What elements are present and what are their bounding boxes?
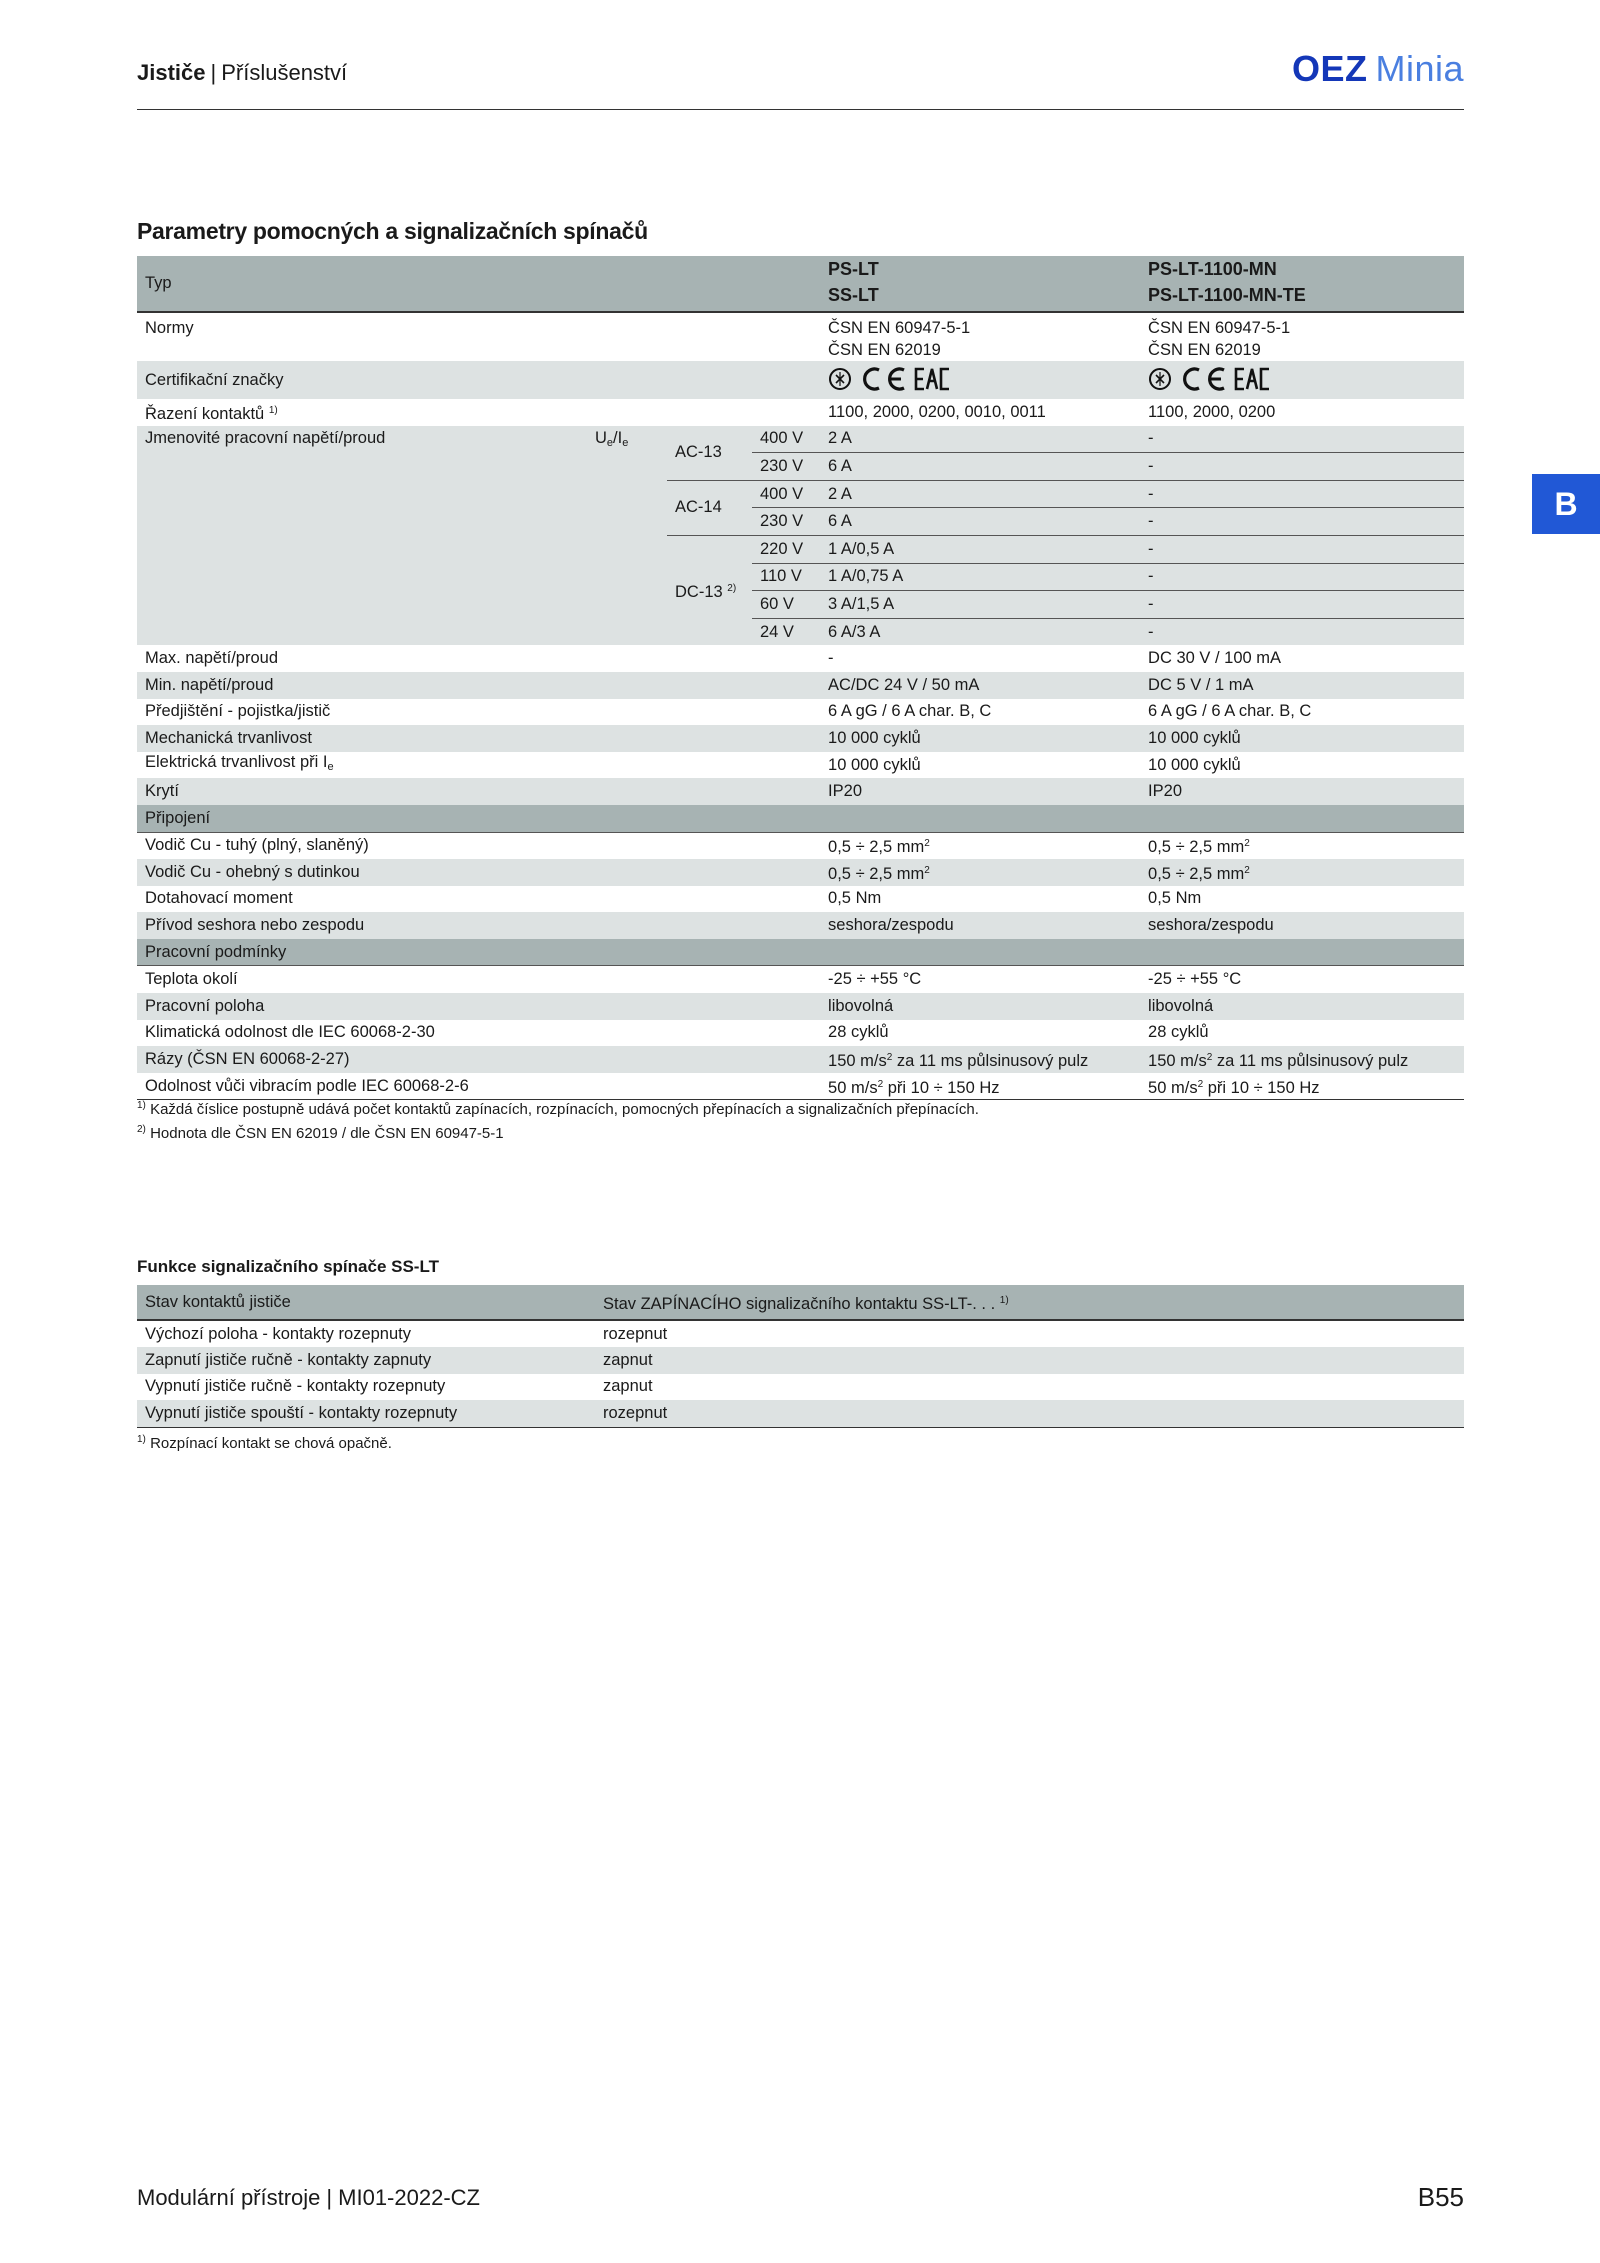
rated-p2: - bbox=[1140, 480, 1464, 508]
header-breadcrumb bbox=[137, 60, 347, 86]
voltage-cell: 230 V bbox=[752, 508, 820, 536]
table-header-row bbox=[137, 256, 1464, 312]
row-p2: libovolná bbox=[1140, 993, 1464, 1020]
function-table bbox=[137, 1285, 1464, 1428]
table-row bbox=[137, 399, 1464, 426]
cert-p2 bbox=[1140, 361, 1464, 399]
state-cell: Výchozí poloha - kontakty rozepnuty bbox=[145, 1324, 411, 1343]
table-row bbox=[137, 1347, 1464, 1373]
eac-mark-icon bbox=[1234, 366, 1272, 392]
ip-label: Krytí bbox=[137, 778, 820, 805]
row-p1: 0,5 ÷ 2,5 $mm^2$ bbox=[828, 838, 930, 857]
table-row bbox=[137, 699, 1464, 726]
header-separator: | bbox=[210, 60, 217, 85]
type-header: Typ bbox=[137, 256, 820, 312]
table-row bbox=[137, 1020, 1464, 1047]
table-row bbox=[137, 725, 1464, 752]
table-row bbox=[137, 912, 1464, 939]
row-p1: - bbox=[828, 649, 834, 668]
elec-label: Elektrická trvanlivost při Ie bbox=[145, 753, 334, 774]
state-cell: Vypnutí jističe spouští - kontakty rozepnuty bbox=[137, 1400, 595, 1427]
row-p1: 10 000 cyklů bbox=[820, 725, 1140, 752]
row-label: Max. napětí/proud bbox=[145, 649, 278, 668]
contacts-label: Řazení kontaktů $^{1)}$ bbox=[145, 404, 278, 423]
row-p2: 50 $m/s^2$ při 10 ÷ 150 Hz bbox=[1140, 1073, 1464, 1100]
voltage-cell: 24 V bbox=[752, 618, 820, 645]
row-p2: DC 30 V / 100 mA bbox=[1148, 649, 1282, 668]
footer-catalog: Modulární přístroje | MI01-2022-CZ bbox=[137, 2185, 480, 2210]
rated-p2: - bbox=[1140, 508, 1464, 536]
col-header: Stav ZAPÍNACÍHO signalizačního kontaktu SS-LT-. . . $^{1)}$ bbox=[595, 1285, 1464, 1320]
value-cell: rozepnut bbox=[595, 1400, 1464, 1427]
safety-mark-icon bbox=[1148, 366, 1172, 392]
row-p2: 10 000 cyklů bbox=[1140, 725, 1464, 752]
value-cell: zapnut bbox=[603, 1377, 653, 1396]
header-divider bbox=[137, 109, 1464, 110]
rated-symbol: Ue/Ie bbox=[587, 426, 667, 646]
table-row bbox=[137, 832, 1464, 859]
table-row bbox=[137, 672, 1464, 699]
table-row bbox=[137, 752, 1464, 779]
row-p2: 150 $m/s^2$ za 11 ms půlsinusový pulz bbox=[1140, 1046, 1464, 1073]
ip-p1: IP20 bbox=[820, 778, 1140, 805]
norms-label: Normy bbox=[145, 319, 194, 337]
table-row bbox=[137, 886, 1464, 913]
rated-p1: 1 A/0,5 A bbox=[820, 535, 1140, 563]
footnote: $^{2)}$ Hodnota dle ČSN EN 62019 / dle ČSN EN 60947-5-1 bbox=[137, 1124, 504, 1142]
product2-header: PS-LT-1100-MN PS-LT-1100-MN-TE bbox=[1140, 256, 1464, 312]
voltage-cell: 110 V bbox=[752, 563, 820, 591]
category-ac14: AC-14 bbox=[667, 480, 752, 535]
logo-brand: OEZ bbox=[1291, 48, 1368, 89]
group-header-row bbox=[137, 939, 1464, 966]
row-p1: 50 $m/s^2$ při 10 ÷ 150 Hz bbox=[820, 1073, 1140, 1100]
row-p2: seshora/zespodu bbox=[1140, 912, 1464, 939]
rated-p2: - bbox=[1140, 535, 1464, 563]
contacts-p2: 1100, 2000, 0200 bbox=[1148, 402, 1276, 421]
voltage-cell: 230 V bbox=[752, 453, 820, 481]
row-label: Pracovní poloha bbox=[137, 993, 820, 1020]
table-row bbox=[137, 993, 1464, 1020]
col-header: Stav kontaktů jističe bbox=[137, 1285, 595, 1320]
row-p1: AC/DC 24 V / 50 mA bbox=[820, 672, 1140, 699]
row-p2: 28 cyklů bbox=[1148, 1023, 1209, 1042]
rated-p2: - bbox=[1140, 618, 1464, 645]
rated-p2: - bbox=[1140, 453, 1464, 481]
voltage-cell: 400 V bbox=[752, 426, 820, 453]
norms-p1: ČSN EN 60947-5-1 ČSN EN 62019 bbox=[828, 319, 971, 359]
row-p1: seshora/zespodu bbox=[820, 912, 1140, 939]
ip-p2: IP20 bbox=[1140, 778, 1464, 805]
table-row bbox=[137, 1073, 1464, 1100]
footnote: $^{1)}$ Rozpínací kontakt se chová opačně. bbox=[137, 1434, 392, 1452]
operating-header: Pracovní podmínky bbox=[137, 939, 1464, 966]
table-row bbox=[137, 1400, 1464, 1427]
footnote: $^{1)}$ Každá číslice postupně udává počet kontaktů zapínacích, rozpínacích, pomocných přepínacích a signalizačních přepínacích. bbox=[137, 1100, 979, 1118]
rated-p2: - bbox=[1140, 591, 1464, 619]
table-row bbox=[137, 966, 1464, 993]
row-p2: -25 ÷ +55 °C bbox=[1148, 970, 1242, 989]
contacts-p1: 1100, 2000, 0200, 0010, 0011 bbox=[828, 402, 1046, 421]
row-p1: 150 $m/s^2$ za 11 ms půlsinusový pulz bbox=[820, 1046, 1140, 1073]
row-label: Dotahovací moment bbox=[145, 889, 293, 908]
voltage-cell: 400 V bbox=[752, 480, 820, 508]
row-label: Teplota okolí bbox=[145, 970, 238, 989]
row-label: Klimatická odolnost dle IEC 60068-2-30 bbox=[145, 1023, 435, 1042]
rated-p1: 3 A/1,5 A bbox=[820, 591, 1140, 619]
rated-p2: - bbox=[1140, 563, 1464, 591]
row-p1: 0,5 Nm bbox=[828, 889, 882, 908]
safety-mark-icon bbox=[828, 366, 852, 392]
section-title: Parametry pomocných a signalizačních spínačů bbox=[137, 218, 648, 244]
row-label: Min. napětí/proud bbox=[137, 672, 820, 699]
row-label: Vodič Cu - tuhý (plný, slaněný) bbox=[145, 836, 369, 855]
row-p1: 0,5 ÷ 2,5 $mm^2$ bbox=[820, 859, 1140, 886]
header-section: Jističe bbox=[137, 60, 206, 85]
connection-header: Připojení bbox=[137, 805, 1464, 832]
rated-p1: 6 A/3 A bbox=[820, 618, 1140, 645]
table-header-row bbox=[137, 1285, 1464, 1320]
ce-mark-icon bbox=[858, 366, 908, 392]
category-ac13: AC-13 bbox=[667, 426, 752, 481]
row-p1: 28 cyklů bbox=[828, 1023, 889, 1042]
value-cell: rozepnut bbox=[603, 1324, 668, 1343]
brand-logo bbox=[1292, 48, 1464, 90]
table-row bbox=[137, 426, 1464, 453]
value-cell: zapnut bbox=[595, 1347, 1464, 1373]
rated-p1: 2 A bbox=[820, 426, 1140, 453]
table-row bbox=[137, 645, 1464, 672]
elec-p1: 10 000 cyklů bbox=[828, 755, 921, 774]
row-label: Přívod seshora nebo zespodu bbox=[137, 912, 820, 939]
row-label: Rázy (ČSN EN 60068-2-27) bbox=[137, 1046, 820, 1073]
group-header-row bbox=[137, 805, 1464, 832]
norms-p2: ČSN EN 60947-5-1 ČSN EN 62019 bbox=[1148, 319, 1291, 359]
table-row bbox=[137, 361, 1464, 399]
header-subsection: Příslušenství bbox=[221, 60, 348, 85]
row-p2: 6 A gG / 6 A char. B, C bbox=[1148, 702, 1312, 721]
ce-mark-icon bbox=[1178, 366, 1228, 392]
row-p1: libovolná bbox=[820, 993, 1140, 1020]
category-dc13: DC-13 $^{2)}$ bbox=[667, 535, 752, 645]
row-p2: 0,5 Nm bbox=[1148, 889, 1202, 908]
rated-p1: 6 A bbox=[820, 508, 1140, 536]
elec-p2: 10 000 cyklů bbox=[1148, 755, 1241, 774]
state-cell: Zapnutí jističe ručně - kontakty zapnuty bbox=[137, 1347, 595, 1373]
table-row bbox=[137, 1374, 1464, 1400]
table-row bbox=[137, 778, 1464, 805]
rated-p1: 6 A bbox=[820, 453, 1140, 481]
row-label: Odolnost vůči vibracím podle IEC 60068-2-6 bbox=[137, 1073, 820, 1100]
rated-p1: 1 A/0,75 A bbox=[820, 563, 1140, 591]
table-row bbox=[137, 859, 1464, 886]
row-p2: DC 5 V / 1 mA bbox=[1140, 672, 1464, 699]
rated-p2: - bbox=[1140, 426, 1464, 453]
table-row bbox=[137, 312, 1464, 361]
page-number: B55 bbox=[1417, 2182, 1464, 2212]
section-title: Funkce signalizačního spínače SS-LT bbox=[137, 1257, 439, 1276]
eac-mark-icon bbox=[914, 366, 952, 392]
cert-label: Certifikační značky bbox=[137, 361, 820, 399]
row-label: Vodič Cu - ohebný s dutinkou bbox=[137, 859, 820, 886]
row-label: Mechanická trvanlivost bbox=[137, 725, 820, 752]
state-cell: Vypnutí jističe ručně - kontakty rozepnuty bbox=[145, 1377, 446, 1396]
row-label: Předjištění - pojistka/jistič bbox=[145, 702, 331, 721]
product1-header: PS-LT SS-LT bbox=[820, 256, 1140, 312]
row-p2: 0,5 ÷ 2,5 $mm^2$ bbox=[1148, 838, 1250, 857]
voltage-cell: 220 V bbox=[752, 535, 820, 563]
cert-p1 bbox=[820, 361, 1140, 399]
logo-product: Minia bbox=[1375, 48, 1464, 89]
rated-label: Jmenovité pracovní napětí/proud bbox=[137, 426, 587, 646]
table-row bbox=[137, 1046, 1464, 1073]
section-tab: B bbox=[1532, 474, 1600, 534]
parameters-table bbox=[137, 256, 1464, 1100]
rated-p1: 2 A bbox=[820, 480, 1140, 508]
row-p2: 0,5 ÷ 2,5 $mm^2$ bbox=[1140, 859, 1464, 886]
row-p1: -25 ÷ +55 °C bbox=[828, 970, 922, 989]
voltage-cell: 60 V bbox=[752, 591, 820, 619]
table-row bbox=[137, 1320, 1464, 1347]
row-p1: 6 A gG / 6 A char. B, C bbox=[828, 702, 992, 721]
